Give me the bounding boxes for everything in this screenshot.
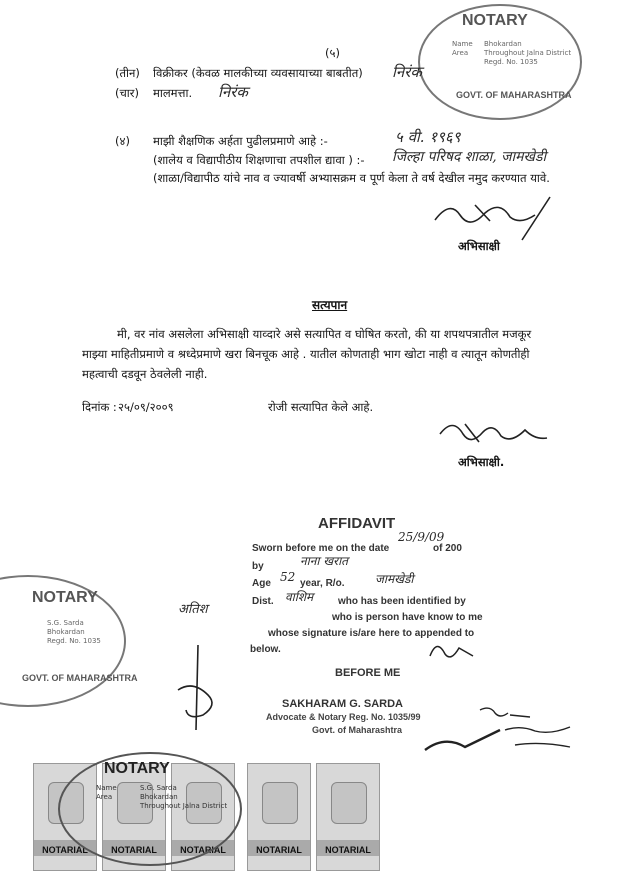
education-answer1: ५ वी. १९६९ (395, 128, 461, 146)
notary-signature (425, 636, 485, 666)
fill-identified-by: अतिश (178, 602, 208, 617)
deponent-label-2: अभिसाक्षी. (458, 455, 505, 469)
bottom-signatures (420, 705, 590, 770)
affidavit-line7: below. (250, 644, 281, 655)
education-line1: माझी शैक्षणिक अर्हता पुढीलप्रमाणे आहे :- (153, 134, 328, 148)
verification-line2: माझ्या माहितीप्रमाणे व श्रध्देप्रमाणे खरा बिनचूक आहे . यातील कोणताही भाग खोटा नाही व त्यातून कोणतीही (82, 347, 530, 361)
verification-line1: मी, वर नांव असलेला अभिसाक्षी याव्दारे असे सत्यापित व घोषित करतो, की या शपथपत्रातील मजकूर (117, 327, 532, 341)
affidavit-line2: by (252, 561, 264, 572)
page-number: (५) (325, 46, 340, 60)
item-num-3: (तीन) (115, 66, 140, 80)
affidavit-line4b: who has been identified by (338, 596, 466, 607)
advocate-name: SAKHARAM G. SARDA (282, 698, 403, 710)
advocate-govt: Govt. of Maharashtra (312, 725, 403, 735)
deponent-signature-1 (430, 185, 570, 245)
item-label-4: मालमत्ता. (153, 86, 193, 100)
affidavit-line3: Age (252, 578, 271, 589)
notary-seal-top: NOTARY Name Area Bhokardan Throughout Jalna District Regd. No. 1035 GOVT. OF MAHARASHTRA (418, 4, 582, 120)
fill-ro: जामखेडी (375, 572, 414, 586)
notary-seal-left: NOTARY S.G. Sarda Bhokardan Regd. No. 1035 GOVT. OF MAHARASHTRA (0, 575, 126, 707)
verification-line3: महत्वाची दडवून ठेवलेली नाही. (82, 367, 208, 381)
affidavit-line4: Dist. (252, 596, 274, 607)
before-me: BEFORE ME (335, 667, 401, 679)
advocate-reg: Advocate & Notary Reg. No. 1035/99 (266, 712, 421, 722)
date-label: दिनांक : (82, 400, 117, 414)
item-num-4: (चार) (115, 86, 139, 100)
affidavit-title: AFFIDAVIT (318, 515, 396, 532)
education-line2: (शालेय व विद्यापीठीय शिक्षणाचा तपशील द्यावा ) :- (153, 153, 365, 167)
notary-seal-bottom: NOTARY Name Area S.G. Sarda Bhokardan Throughout Jalna District (58, 752, 242, 866)
fill-by: नाना खरात (300, 554, 349, 568)
affidavit-line6: whose signature is/are here to appended to (268, 628, 475, 639)
fee-stamp: NOTARIAL (33, 763, 97, 871)
item-answer-4: निरंक (218, 83, 248, 101)
education-num: (४) (115, 134, 130, 148)
verification-heading: सत्यपान (312, 298, 348, 312)
fee-stamp: NOTARIAL (247, 763, 311, 871)
education-answer2: जिल्हा परिषद शाळा, जामखेडी (392, 149, 547, 165)
fill-date: 25/9/09 (398, 530, 445, 544)
item-answer-3: निरंक (392, 63, 422, 81)
affidavit-line5: who is person have know to me (332, 612, 483, 623)
affidavit-line1: Sworn before me on the date (252, 543, 390, 554)
education-line3: (शाळा/विद्यापीठ यांचे नाव व ज्यावर्षी अभ्यासक्रम व पूर्ण केला ते वर्ष देखील नमुद करण्यात यावे. (153, 171, 550, 185)
deponent-label-1: अभिसाक्षी (458, 239, 500, 253)
witness-signature (168, 640, 228, 735)
verified-text: रोजी सत्यापित केले आहे. (268, 400, 374, 414)
fill-dist: वाशिम (285, 590, 314, 604)
date-value: २५/०९/२००९ (118, 400, 174, 414)
item-label-3: विक्रीकर (केवळ मालकीच्या व्यवसायाच्या बाबतीत) (153, 66, 363, 80)
fill-age: 52 (280, 570, 296, 584)
deponent-signature-2 (435, 412, 555, 457)
fee-stamp: NOTARIAL (102, 763, 166, 871)
affidavit-line3b: year, R/o. (300, 578, 345, 589)
fee-stamp: NOTARIAL (316, 763, 380, 871)
fee-stamp: NOTARIAL (171, 763, 235, 871)
affidavit-line1-of: of 200 (433, 543, 462, 554)
